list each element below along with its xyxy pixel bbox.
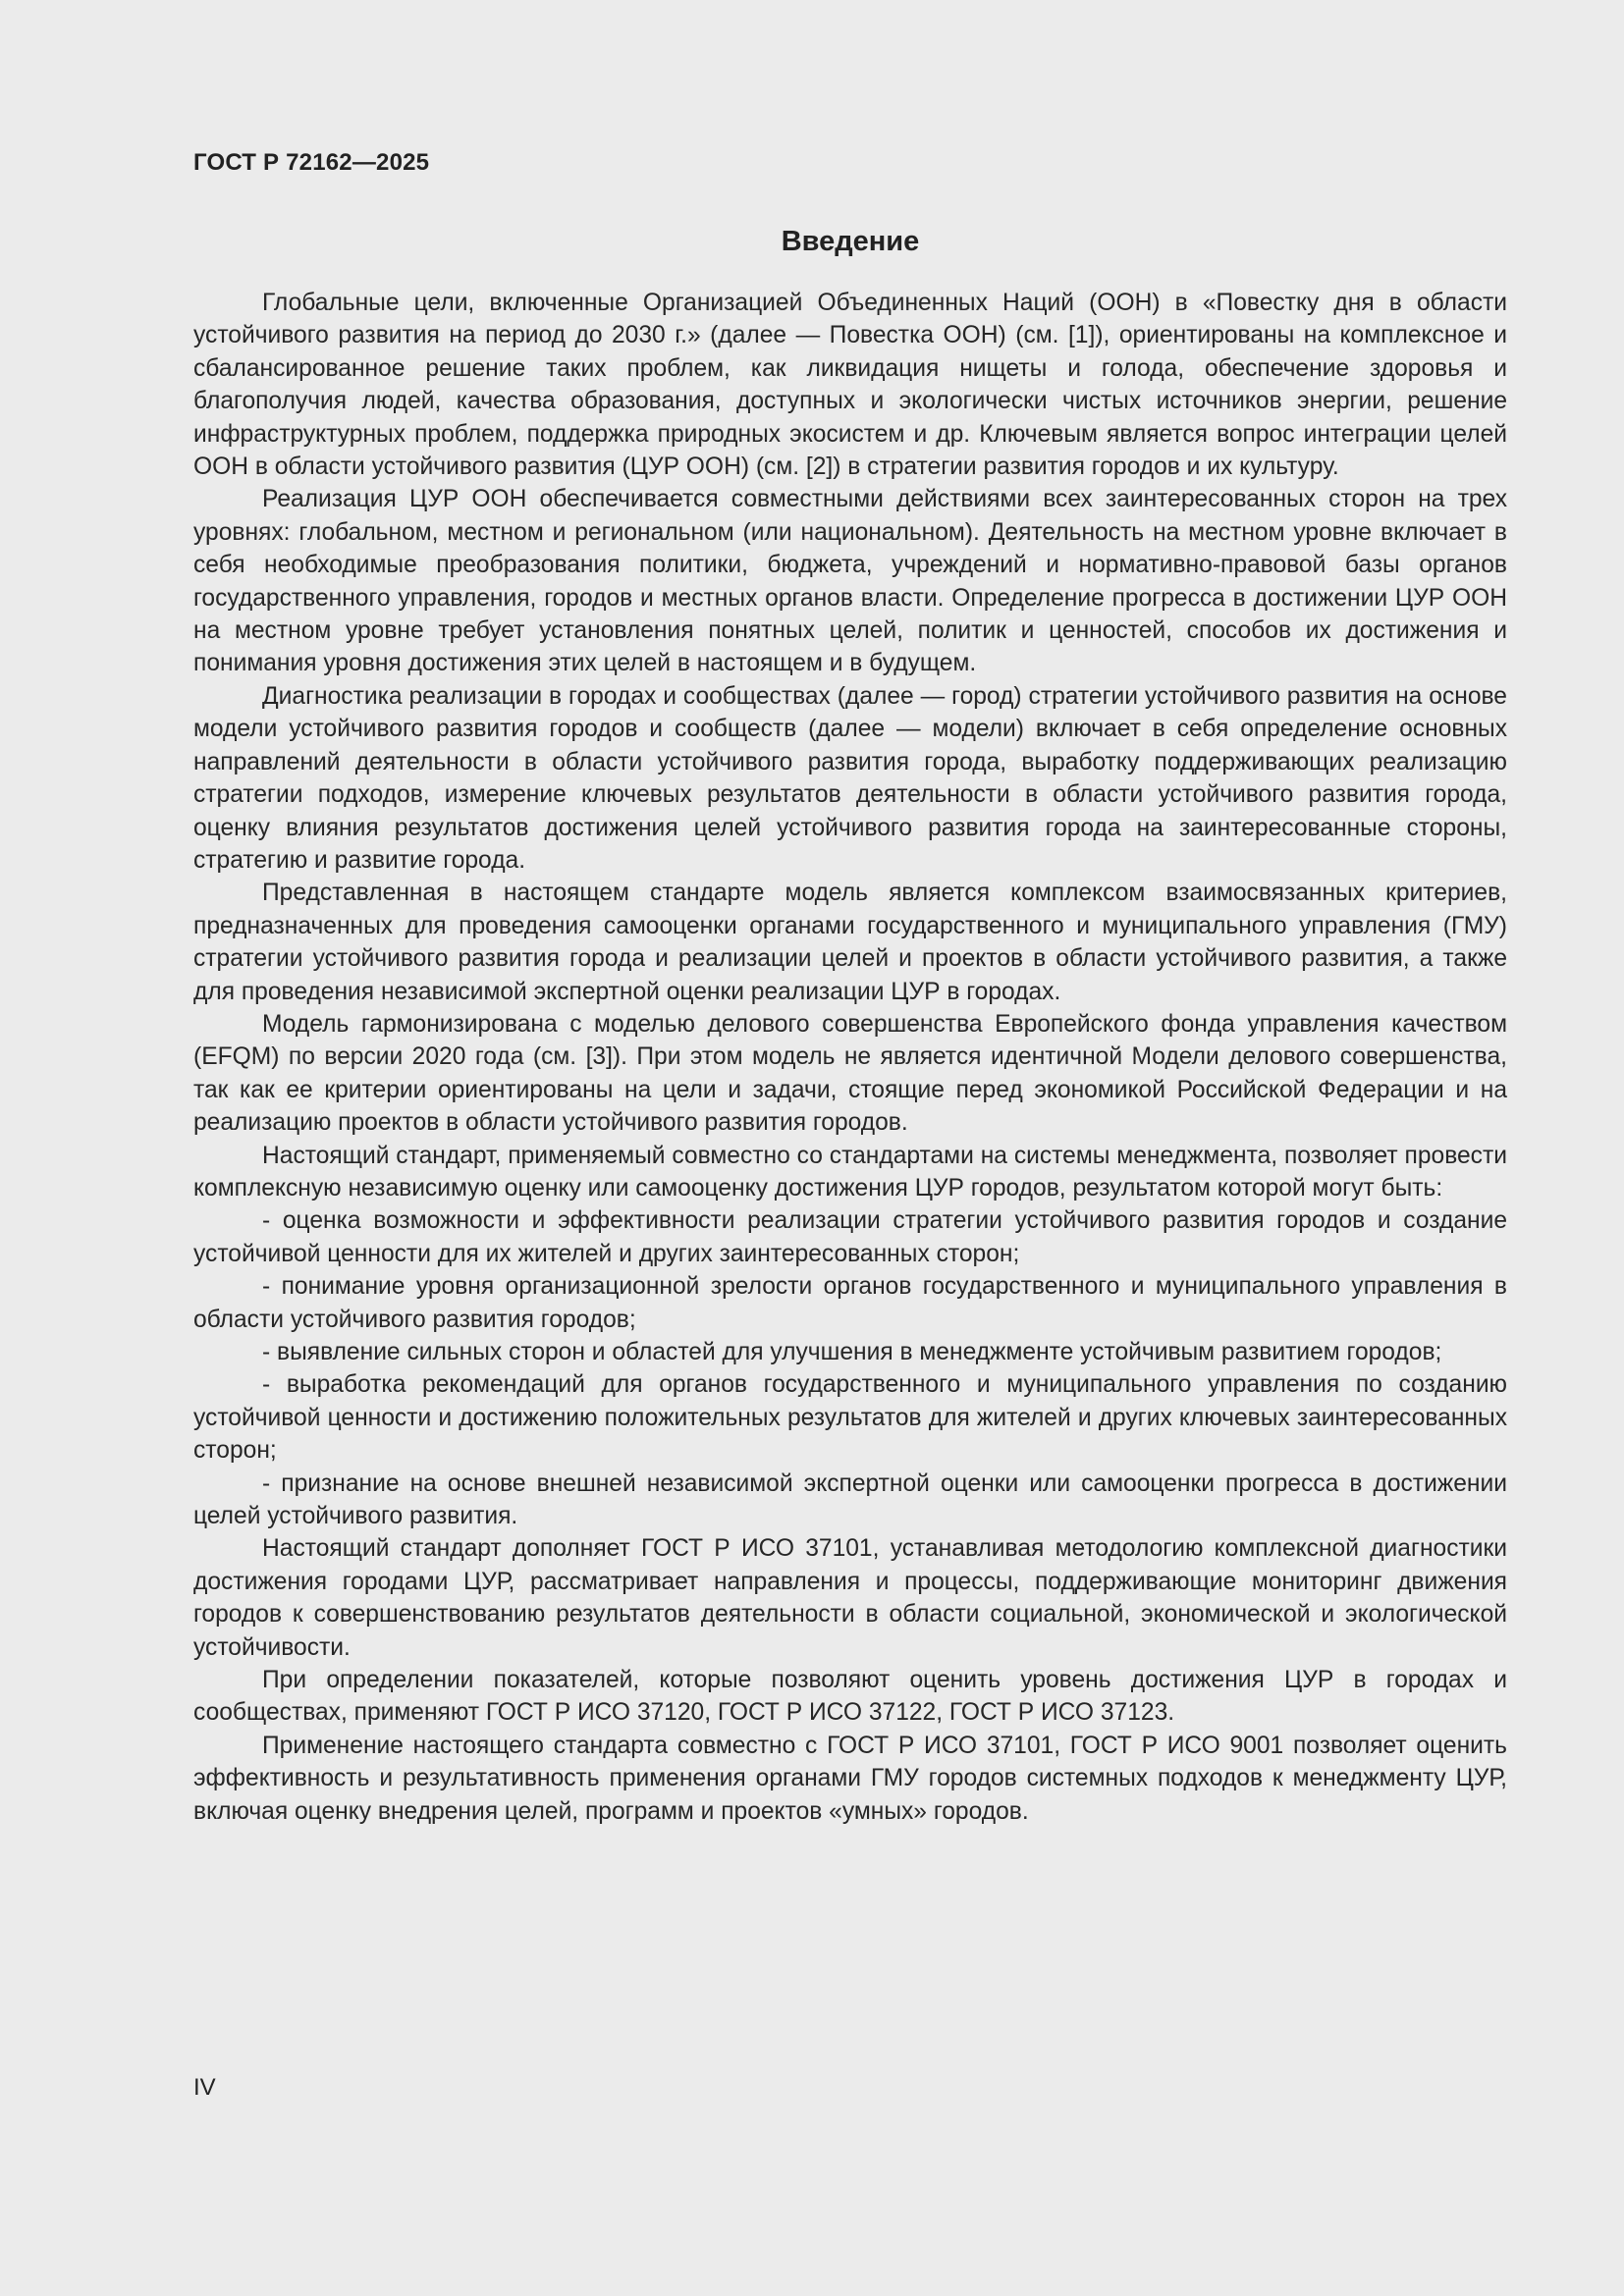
section-title: Введение <box>781 226 920 257</box>
document-header: ГОСТ Р 72162—2025 <box>193 149 430 176</box>
paragraph: Реализация ЦУР ООН обеспечивается совместными действиями всех заинтересованных сторон на трех уровнях: глобальном, местном и региональном (или национальном). Деятельность на местном уровне включает в себя необходимые преобразования политики, бюджета, учреждений и нормативно-правовой базы органов государственного управления, городов и местных органов власти. Определение прогресса в достижении ЦУР ООН на местном уровне требует установления понятных целей, политик и ценностей, способов их достижения и понимания уровня достижения этих целей в настоящем и в будущем. <box>193 486 1507 677</box>
paragraph: Модель гармонизирована с моделью делового совершенства Европейского фонда управления качеством (EFQM) по версии 2020 года (см. [3]). При этом модель не является идентичной Модели делового совершенства, так как ее критерии ориентированы на цели и задачи, стоящие перед экономикой Российской Федерации и на реализацию проектов в области устойчивого развития городов. <box>193 1010 1507 1137</box>
paragraph: Применение настоящего стандарта совместно с ГОСТ Р ИСО 37101, ГОСТ Р ИСО 9001 позволяет оценить эффективность и результативность применения органами ГМУ городов системных подходов к менеджменту ЦУР, включая оценку внедрения целей, программ и проектов «умных» городов. <box>193 1732 1507 1825</box>
paragraph: Глобальные цели, включенные Организацией Объединенных Наций (ООН) в «Повестку дня в области устойчивого развития на период до 2030 г.» (далее — Повестка ООН) (см. [1]), ориентированы на комплексное и сбалансированное решение таких проблем, как ликвидация нищеты и голода, обеспечение здоровья и благополучия людей, качества образования, доступных и экологически чистых источников энергии, решение инфраструктурных проблем, поддержка природных экосистем и др. Ключевым является вопрос интеграции целей ООН в области устойчивого развития (ЦУР ООН) (см. [2]) в стратегии развития городов и их культуру. <box>193 290 1507 481</box>
list-item: - оценка возможности и эффективности реализации стратегии устойчивого развития городов и создание устойчивой ценности для их жителей и других заинтересованных сторон; <box>193 1207 1507 1267</box>
page-number: IV <box>193 2074 216 2101</box>
list-item: - понимание уровня организационной зрелости органов государственного и муниципального управления в области устойчивого развития городов; <box>193 1273 1507 1333</box>
paragraph: Представленная в настоящем стандарте модель является комплексом взаимосвязанных критериев, предназначенных для проведения самооценки органами государственного и муниципального управления (ГМУ) стратегии устойчивого развития города и реализации целей и проектов в области устойчивого развития, а также для проведения независимой экспертной оценки реализации ЦУР в городах. <box>193 880 1507 1005</box>
paragraph: Настоящий стандарт, применяемый совместно со стандартами на системы менеджмента, позволяет провести комплексную независимую оценку или самооценку достижения ЦУР городов, результатом которой могут быть: <box>193 1142 1507 1201</box>
list-item: - выработка рекомендаций для органов государственного и муниципального управления по созданию устойчивой ценности и достижению положительных результатов для жителей и других ключевых заинтересованных сторон; <box>193 1371 1507 1465</box>
paragraph: При определении показателей, которые позволяют оценить уровень достижения ЦУР в городах и сообществах, применяют ГОСТ Р ИСО 37120, ГОСТ Р ИСО 37122, ГОСТ Р ИСО 37123. <box>193 1667 1507 1727</box>
section-body <box>193 287 1507 1828</box>
paragraph: Диагностика реализации в городах и сообществах (далее — город) стратегии устойчивого развития на основе модели устойчивого развития городов и сообществ (далее — модели) включает в себя определение основных направлений деятельности в области устойчивого развития города, выработку поддерживающих реализацию стратегии подходов, измерение ключевых результатов деятельности в области устойчивого развития города, оценку влияния результатов достижения целей устойчивого развития города на заинтересованные стороны, стратегию и развитие города. <box>193 682 1507 874</box>
list-item: - выявление сильных сторон и областей для улучшения в менеджменте устойчивым развитием городов; <box>262 1339 1442 1365</box>
list-item: - признание на основе внешней независимой экспертной оценки или самооценки прогресса в достижении целей устойчивого развития. <box>193 1469 1507 1530</box>
paragraph: Настоящий стандарт дополняет ГОСТ Р ИСО 37101, устанавливая методологию комплексной диагностики достижения городами ЦУР, рассматривает направления и процессы, поддерживающие мониторинг движения городов к совершенствованию результатов деятельности в области социальной, экономической и экологической устойчивости. <box>193 1535 1507 1661</box>
